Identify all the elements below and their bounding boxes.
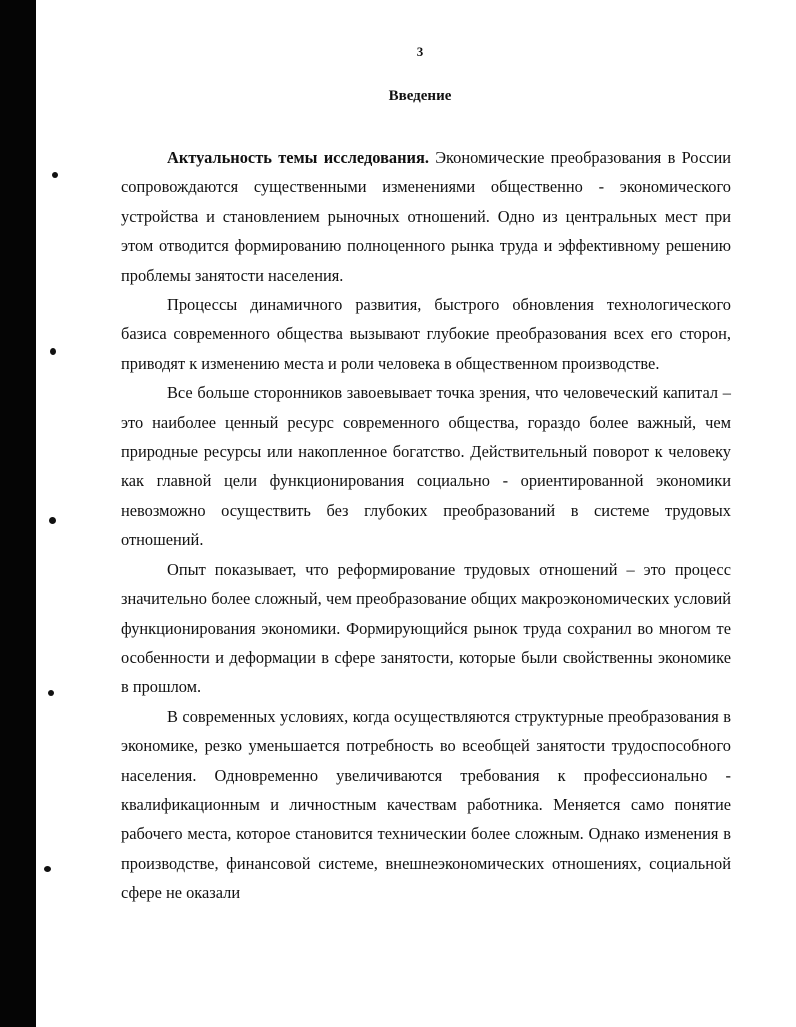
scan-speck [52,172,58,178]
paragraph-text: Экономические преобразования в России сопровождаются существенными изменениями общественно - экономического устройства и становлением рыночных отношений. Одно из центральных мест при этом отводится формированию полноценного рынка труда и эффективному решению проблемы занятости населения. [121,148,732,285]
scan-speck [48,690,54,696]
document-body [121,143,731,908]
scan-speck [49,517,56,524]
scan-left-border [0,0,36,1027]
paragraph: В современных условиях, когда осуществляются структурные преобразования в экономике, резко уменьшается потребность во всеобщей занятости трудоспособного населения. Одновременно увеличиваются требования к профессионально - квалификационным и личностным качествам работника. Меняется само понятие рабочего места, которое становится техническии более сложным. Однако изменения в производстве, финансовой системе, внешнеэкономических отношениях, социальной сфере не оказали [121,706,731,903]
paragraph: Опыт показывает, что реформирование трудовых отношений – это процесс значительно более сложный, чем преобразование общих макроэкономических условий функционирования экономики. Формирующийся рынок труда сохранил во многом те особенности и деформации в сфере занятости, которые были свойственны экономике в прошлом. [121,559,731,697]
paragraph: Процессы динамичного развития, быстрого обновления технологического базиса современного общества вызывают глубокие преобразования всех его сторон, приводят к изменению места и роли человека в общественном производстве. [121,295,731,373]
paragraph: Все больше сторонников завоевывает точка зрения, что человеческий капитал – это наиболее ценный ресурс современного общества, гораздо более важный, чем природные ресурсы или накопленное богатство. Действительный поворот к человеку как главной цели функционирования социально - ориентированной экономики невозможно осуществить без глубоких преобразований в системе трудовых отношений. [121,383,731,550]
page-number: 3 [416,44,424,59]
paragraph [121,143,731,290]
page-title: Введение [388,88,452,104]
scan-speck [44,866,51,872]
scan-speck [50,348,56,355]
paragraph-lead: Актуальность темы исследования. [167,148,429,167]
